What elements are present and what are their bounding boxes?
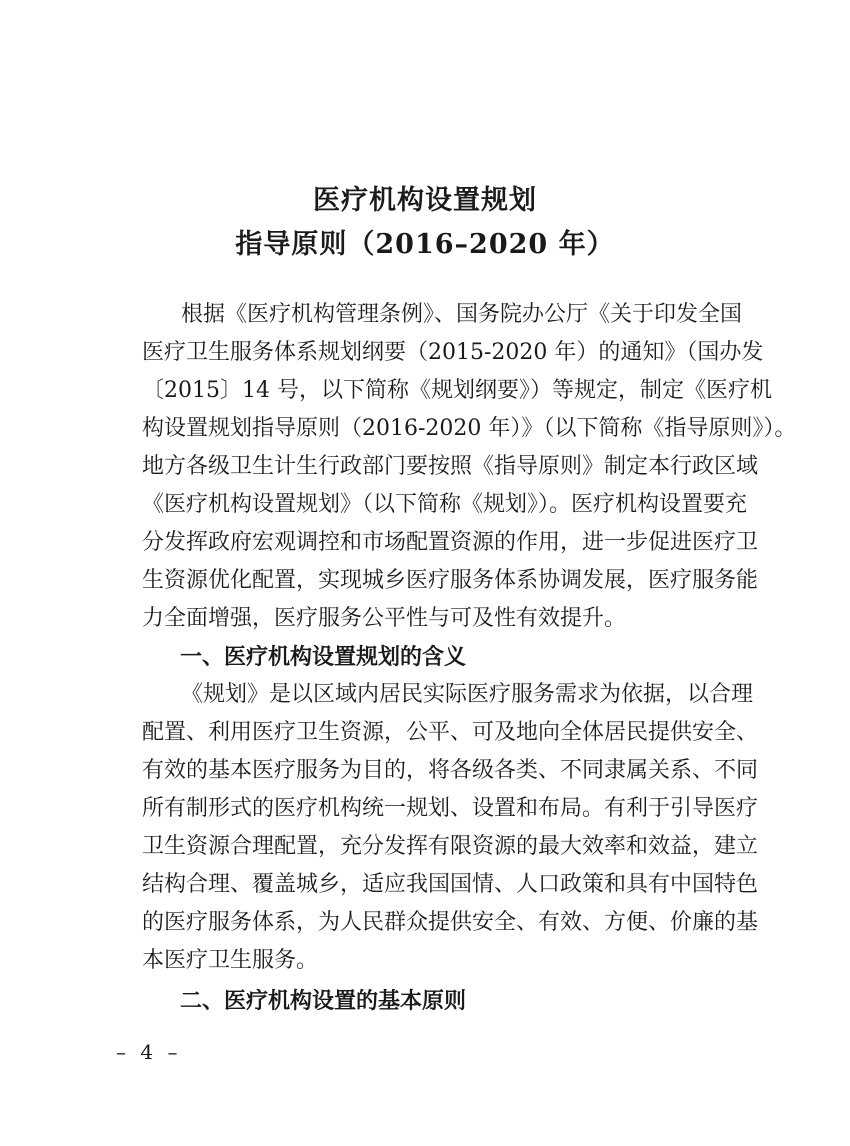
paragraph-line: 卫生资源合理配置，充分发挥有限资源的最大效率和效益，建立 — [142, 834, 759, 859]
paragraph-line: 《规划》是以区域内居民实际医疗服务需求为依据，以合理 — [181, 682, 754, 707]
paragraph-line: 分发挥政府宏观调控和市场配置资源的作用，进一步促进医疗卫 — [142, 530, 759, 555]
paragraph-line: 《医疗机构设置规划》（以下简称《规划》）。医疗机构设置要充 — [142, 492, 748, 517]
paragraph-line: 的医疗服务体系，为人民群众提供安全、有效、方便、价廉的基 — [142, 910, 759, 935]
paragraph-line: 根据《医疗机构管理条例》、国务院办公厅《关于印发全国 — [181, 302, 743, 327]
paragraph-line: 所有制形式的医疗机构统一规划、设置和布局。有利于引导医疗 — [142, 796, 759, 821]
paragraph-line: 地方各级卫生计生行政部门要按照《指导原则》制定本行政区域 — [142, 454, 759, 479]
paragraph-line: 生资源优化配置，实现城乡医疗服务体系协调发展，医疗服务能 — [142, 568, 759, 593]
paragraph-line: 力全面增强，医疗服务公平性与可及性有效提升。 — [142, 606, 627, 631]
paragraph-line: 配置、利用医疗卫生资源，公平、可及地向全体居民提供安全、 — [142, 720, 759, 745]
paragraph-line: 〔2015〕14 号，以下简称《规划纲要》）等规定，制定《医疗机 — [142, 378, 772, 403]
paragraph-line: 有效的基本医疗服务为目的，将各级各类、不同隶属关系、不同 — [142, 758, 759, 783]
document-title: 医疗机构设置规划 — [313, 185, 537, 216]
section-heading-2: 二、医疗机构设置的基本原则 — [180, 988, 467, 1014]
paragraph-line: 构设置规划指导原则（2016-2020 年）》（以下简称《指导原则》）。 — [142, 416, 797, 441]
paragraph-line: 本医疗卫生服务。 — [142, 948, 319, 973]
paragraph-line: 结构合理、覆盖城乡，适应我国国情、人口政策和具有中国特色 — [142, 872, 759, 897]
section-heading-1: 一、医疗机构设置规划的含义 — [180, 644, 467, 670]
paragraph-line: 医疗卫生服务体系规划纲要（2015-2020 年）的通知》（国办发 — [142, 340, 764, 365]
page-number: – 4 – — [116, 1040, 182, 1064]
document-subtitle: 指导原则（2016–2020 年） — [235, 229, 615, 260]
